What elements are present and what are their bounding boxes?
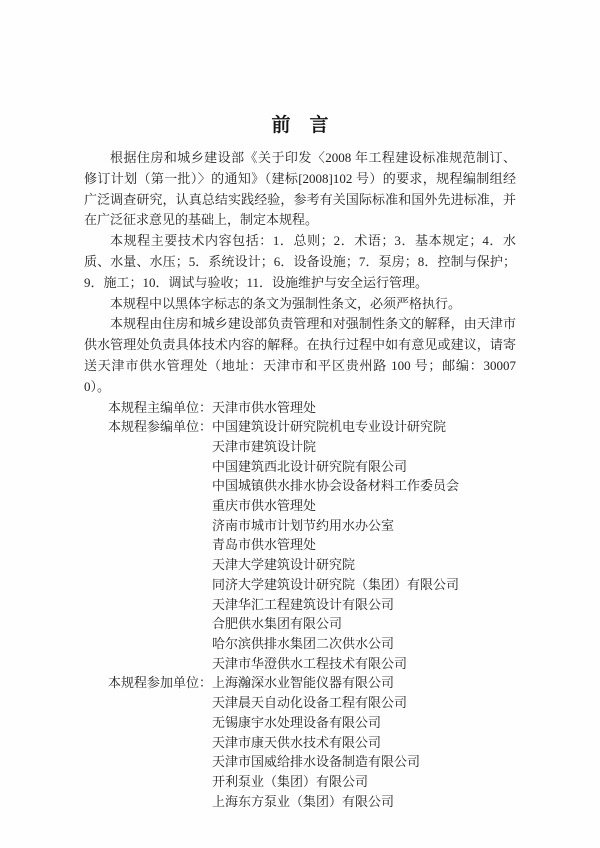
org-line: 上海瀚深水业智能仪器有限公司 xyxy=(212,675,395,691)
co-editor-label: 本规程参编单位： xyxy=(108,419,213,435)
paragraph-contents: 本规程主要技术内容包括：1．总则；2．术语；3．基本规定；4．水质、水量、水压；5．系统设计；6．设备设施；7．泵房；8．控制与保护；9．施工；10．调试与验收；11．设施维护与安全运行管理。 xyxy=(84,233,516,290)
co-editor-section xyxy=(84,417,516,673)
chief-editor-label: 本规程主编单位： xyxy=(108,399,213,415)
org-line: 无锡康宇水处理设备有限公司 xyxy=(212,714,382,730)
org-line: 中国建筑西北设计研究院有限公司 xyxy=(212,458,408,474)
org-line: 天津华汇工程建筑设计有限公司 xyxy=(212,596,395,612)
org-line: 天津市国威给排水设备制造有限公司 xyxy=(212,754,421,770)
paragraph-interpretation: 本规程由住房和城乡建设部负责管理和对强制性条文的解释，由天津市供水管理处负责具体技术内容的解释。在执行过程中如有意见或建议，请寄送天津市供水管理处（地址：天津市和平区贵州路 100 号；邮编：300070）。 xyxy=(84,316,516,394)
org-line: 天津市华澄供水工程技术有限公司 xyxy=(212,655,408,671)
org-line: 天津晨天自动化设备工程有限公司 xyxy=(212,695,408,711)
org-line: 天津大学建筑设计研究院 xyxy=(212,557,356,573)
participant-label: 本规程参加单位： xyxy=(108,675,213,691)
paragraph-basis: 根据住房和城乡建设部《关于印发〈2008 年工程建设标准规范制订、修订计划（第一批）〉的通知》（建标[2008]102 号）的要求，规程编制组经广泛调查研究，认真总结实践经验，参考有关国际标准和国外先进标准，并在广泛征求意见的基础上，制定本规程。 xyxy=(84,150,516,228)
org-line: 天津市康天供水技术有限公司 xyxy=(212,734,382,750)
org-line: 合肥供水集团有限公司 xyxy=(212,616,343,632)
page-title: 前 言 xyxy=(271,115,329,136)
page-content xyxy=(84,114,516,811)
org-line: 同济大学建筑设计研究院（集团）有限公司 xyxy=(212,576,460,592)
org-line: 济南市城市计划节约用水办公室 xyxy=(212,517,395,533)
participant-section xyxy=(84,673,516,811)
paragraph-mandatory-clauses: 本规程中以黑体字标志的条文为强制性条文，必须严格执行。 xyxy=(110,295,462,311)
participant-org-list xyxy=(212,673,516,811)
org-line: 青岛市供水管理处 xyxy=(212,537,317,553)
org-line: 天津市建筑设计院 xyxy=(212,438,317,454)
chief-editor-org-list xyxy=(212,398,516,418)
org-line: 哈尔滨供排水集团二次供水公司 xyxy=(212,636,395,651)
chief-editor-section xyxy=(84,398,516,418)
org-line: 天津市供水管理处 xyxy=(212,399,317,415)
org-line: 开利泵业（集团）有限公司 xyxy=(212,773,369,789)
org-line: 中国城镇供水排水协会设备材料工作委员会 xyxy=(212,478,460,494)
co-editor-org-list xyxy=(212,417,516,673)
org-line: 上海东方泵业（集团）有限公司 xyxy=(212,793,395,809)
org-line: 重庆市供水管理处 xyxy=(212,498,317,514)
org-line: 中国建筑设计研究院机电专业设计研究院 xyxy=(212,419,447,435)
